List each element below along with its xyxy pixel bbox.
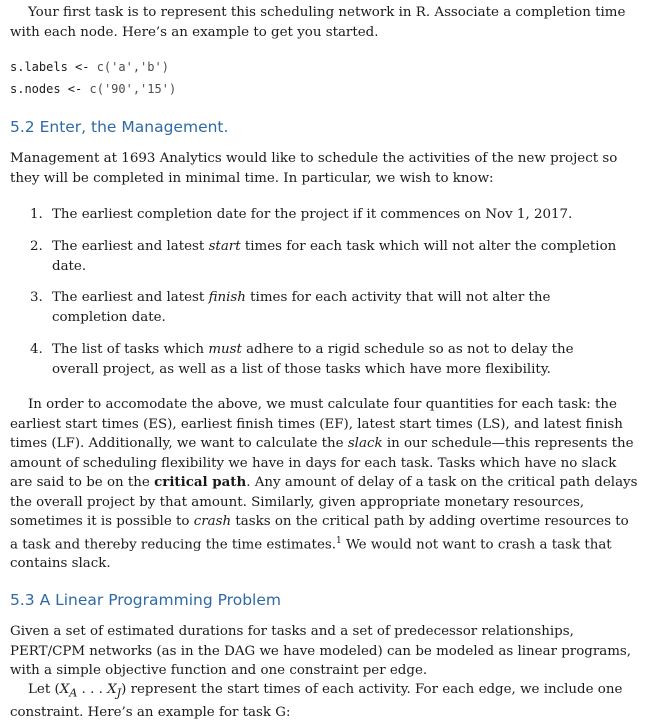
section-heading-5-2: 5.2 Enter, the Management. bbox=[10, 118, 229, 136]
code-line-2: s.nodes <- c('90','15') bbox=[10, 82, 177, 96]
intro-paragraph: Your first task is to represent this scheduling network in R. Associate a completion time with each node. Here’s an example to get you started. bbox=[10, 5, 626, 40]
list-item-1: 1. The earliest completion date for the project if it commences on Nov 1, 2017. bbox=[30, 207, 573, 222]
list-item-4: 4. The list of tasks which must adhere to a rigid schedule so as not to delay the overall project, as well as a list of those tasks which have more flexibility. bbox=[30, 342, 574, 377]
footnote-marker[interactable]: 1 bbox=[336, 535, 342, 546]
section-5-2-paragraph: Management at 1693 Analytics would like to schedule the activities of the new project so they will be completed in minimal time. In particular, we wish to know: bbox=[10, 151, 618, 186]
section-heading-5-3: 5.3 A Linear Programming Problem bbox=[10, 591, 281, 609]
list-item-3: 3. The earliest and latest finish times for each activity that will not alter the completion date. bbox=[30, 290, 551, 325]
section-5-2-paragraph-2: In order to accomodate the above, we must calculate four quantities for each task: the earliest start times (ES), earliest finish times (EF), latest start times (LS), and latest finish times (LF). Additionally, we want to calculate the slack in our schedule—this represents the amount of scheduling flexibility we have in days for each task. Tasks which have no slack are said to be on the critical path. Any amount of delay of a task on the critical path delays the overall project by that amount. Similarly, given appropriate monetary resources, sometimes it is possible to crash tasks on the critical path by adding overtime resources to a task and thereby reducing the time estimates.$^1$ We would not want to crash a task that contains slack. bbox=[10, 397, 638, 572]
section-5-3-paragraph-2: Let ($X_A$ . . . $X_J$) represent the start times of each activity. For each edge, we include one constraint. Here’s an example for task G: bbox=[10, 682, 623, 721]
code-block bbox=[10, 56, 176, 100]
list-item-2: 2. The earliest and latest start times for each task which will not alter the completion date. bbox=[30, 239, 617, 274]
code-line-1: s.labels <- c('a','b') bbox=[10, 60, 169, 74]
section-5-3-paragraph: Given a set of estimated durations for tasks and a set of predecessor relationships, PERT/CPM networks (as in the DAG we have modeled) can be modeled as linear programs, with a simple objective function and one constraint per edge. bbox=[10, 624, 632, 678]
